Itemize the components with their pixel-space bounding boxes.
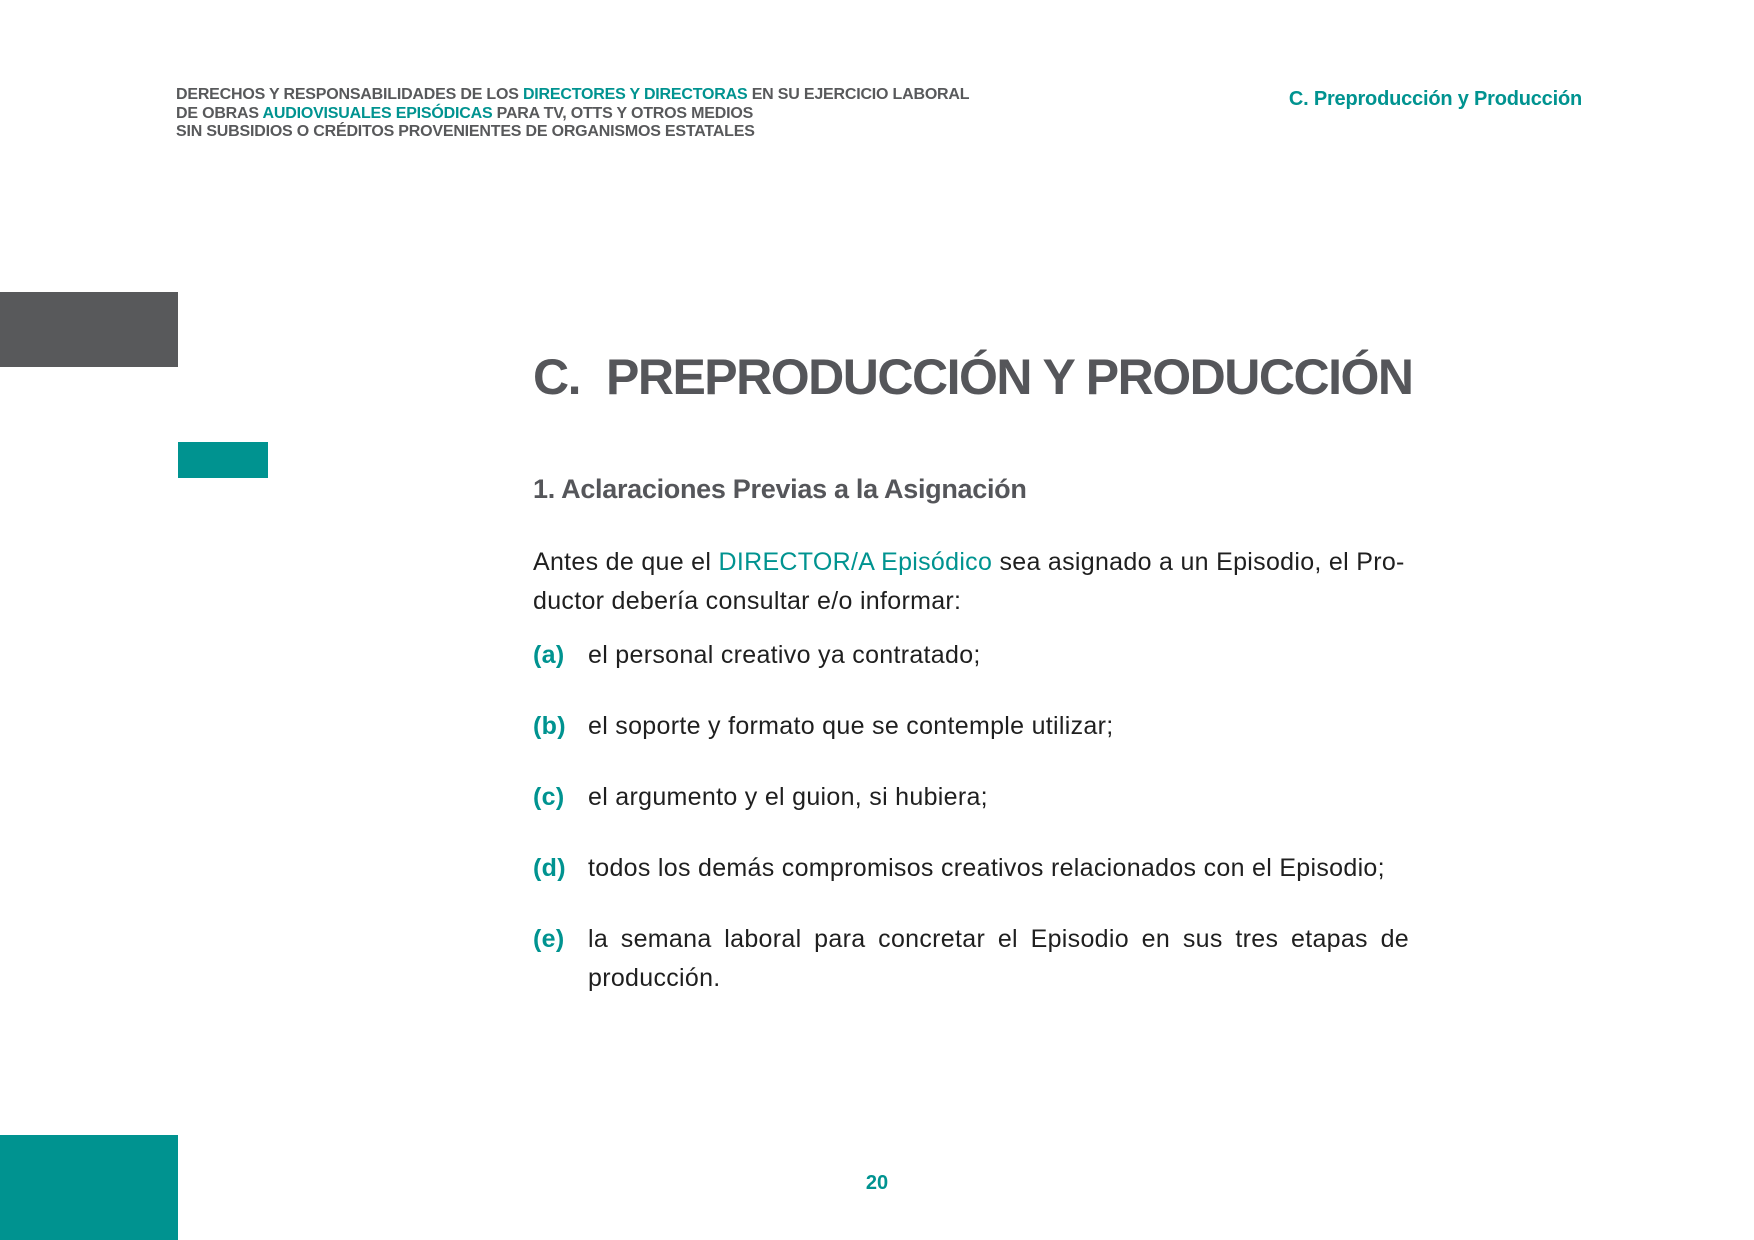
list-item-label: (c): [533, 783, 565, 811]
list-item-text: [588, 920, 1483, 998]
list-item: [533, 636, 1483, 675]
list-item-text-line2: producción.: [588, 964, 721, 992]
intro-paragraph: [533, 543, 1478, 621]
header-line1-pre: DERECHOS Y RESPONSABILIDADES DE LOS: [176, 86, 523, 103]
header-line2-highlight: AUDIOVISUALES EPISÓDICAS: [262, 104, 493, 122]
list-item-label: (d): [533, 854, 566, 882]
list-item-text-line1: la semana laboral para concretar el Episodio en sus tres etapas de: [588, 925, 1410, 953]
header-line-3: SIN SUBSIDIOS O CRÉDITOS PROVENIENTES DE ORGANISMOS ESTATALES: [176, 123, 755, 140]
list-item: [533, 849, 1483, 888]
list-item-label: (a): [533, 641, 565, 669]
section-subheading: 1. Aclaraciones Previas a la Asignación: [533, 474, 1027, 505]
list-item-text: el personal creativo ya contratado;: [588, 641, 981, 669]
header-line-1: [176, 86, 1076, 105]
list-item: [533, 778, 1483, 817]
list-item-text: el argumento y el guion, si hubiera;: [588, 783, 988, 811]
chapter-title-text: PREPRODUCCIÓN Y PRODUCCIÓN: [606, 348, 1413, 405]
paragraph-post: sea asignado a un Episodio, el Pro-: [992, 548, 1405, 576]
running-header-chapter: C. Preproducción y Producción: [1288, 88, 1582, 110]
paragraph-line2: ductor debería consultar e/o informar:: [533, 587, 962, 615]
teal-accent-bar-small: [178, 442, 268, 478]
header-line1-post: EN SU EJERCICIO LABORAL: [747, 86, 970, 103]
list-item: [533, 707, 1483, 746]
list-item: [533, 920, 1483, 998]
list-item-label: (b): [533, 712, 566, 740]
gray-accent-bar: [0, 292, 178, 367]
lettered-list: [533, 636, 1483, 1030]
header-line-2: [176, 105, 1076, 124]
list-item-label: (e): [533, 925, 565, 953]
chapter-title-letter: C.: [533, 348, 580, 405]
header-line1-highlight: DIRECTORES Y DIRECTORAS: [522, 86, 748, 103]
paragraph-pre: Antes de que el: [533, 548, 719, 576]
header-line2-pre: DE OBRAS: [176, 104, 263, 122]
list-item-text: todos los demás compromisos creativos relacionados con el Episodio;: [588, 854, 1385, 882]
header-line2-post: PARA TV, OTTS Y OTROS MEDIOS: [492, 104, 754, 122]
paragraph-highlight: DIRECTOR/A Episódico: [718, 548, 993, 576]
list-item-text: el soporte y formato que se contemple utilizar;: [588, 712, 1114, 740]
page-number: 20: [865, 1172, 889, 1194]
running-header-left: [176, 86, 1076, 142]
chapter-title: [533, 348, 1413, 405]
